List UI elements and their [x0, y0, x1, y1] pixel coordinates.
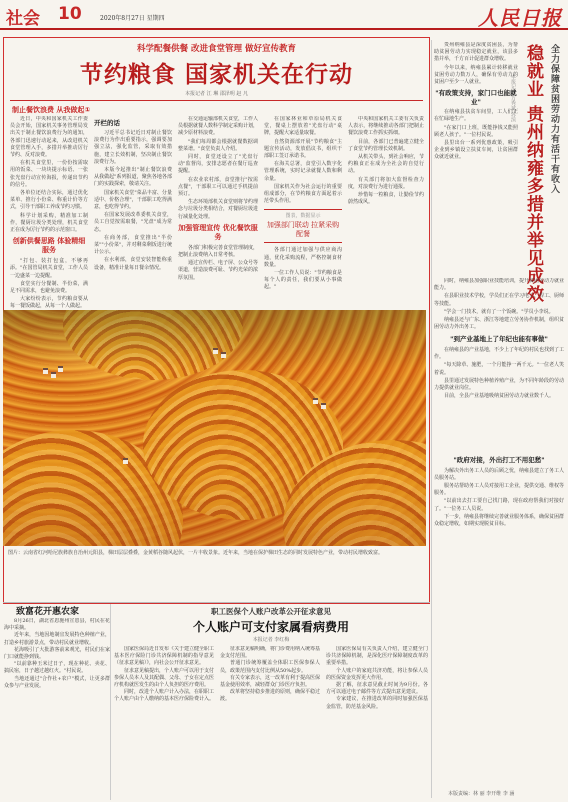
paragraph: 县里出台一系列优惠政策，吸引企业到乡镇设立扶贫车间，让贫困群众就近就业。	[434, 140, 518, 161]
paragraph: 国家医保局近日发布《关于建立健全职工基本医疗保险门诊共济保障机制的指导意见（征求意见稿）》，向社会公开征求意见。	[114, 646, 214, 667]
page-number: 10	[58, 4, 82, 24]
paragraph: 各部门通过加强与供应商沟通，优化采购流程，严格控制食材数量。	[264, 247, 342, 268]
paragraph: 在国家发展改革委机关食堂，员工自觉按需取餐，"光盘"成为常态。	[94, 212, 172, 233]
paragraph: 在海关总署，食堂引入数字化管理系统，实时记录就餐人数和剩余量。	[264, 161, 342, 182]
paragraph: 普通门诊统筹覆盖全体职工医保参保人员，政策范围内支付比例从50%起步。	[220, 660, 320, 674]
paragraph: 在国家林业和草原局机关食堂，餐桌上摆放着"光盘行动"桌牌，提醒大家适量取餐。	[264, 116, 342, 137]
paragraph: 在纳雍县扶贫车间里，工人们正在忙碌地生产。	[434, 109, 518, 123]
sidebar-headline: 稳就业 贵州纳雍多措并举见成效	[523, 44, 543, 303]
paragraph: 科学计划采购，精准加工制作，餐厨垃圾分类处理，机关食堂正在成为厉行节约的示范窗口。	[10, 212, 88, 234]
paragraph: 近日，中央和国家机关工作委员会开始，国家机关事务管理局发出关于制止餐饮浪费行为的通知，各部门迅速行动起来，从改进机关食堂管理入手，多措并举推动厉行节约、反对浪费。	[10, 116, 88, 159]
paragraph: 在水利部，食堂安装智能称重设备，精准计量每日餐余情况。	[94, 257, 172, 271]
sidebar-subheading: "政府对接，外出打工不用犯愁"	[453, 456, 545, 464]
paragraph: 国家医保局有关负责人介绍，建立健全门诊共济保障机制，是深化医疗保障制度改革的重要举措。	[326, 646, 428, 667]
paragraph: 目前，全县产业基地吸纳贫困劳动力就业数千人。	[444, 393, 555, 400]
paragraph: 改革将坚持稳步推进的原则，确保平稳过渡。	[220, 689, 320, 703]
paragraph: 在纳雍县的产业基地，不少上了年纪的村民也找到了工作。	[434, 346, 564, 361]
paragraph: 本版今起推出"制止餐饮浪费 从我做起"系列报道，聚焦各地各部门的实践探索，敬请关注。	[94, 167, 172, 188]
sidebar-column-1	[434, 42, 518, 274]
paragraph: 习近平总书记近日对制止餐饮浪费行为作出重要指示，强调要加强立法，强化监管，采取有效措施，建立长效机制，坚决制止餐饮浪费行为。	[94, 130, 172, 165]
paragraph: "每天除草、施肥，一个月能挣一两千元。"一位老人笑着说。	[434, 362, 564, 376]
paragraph: 为解决外出务工人员的后顾之忧，纳雍县建立了务工人员服务站。	[434, 467, 564, 481]
paragraph: "学会一门技术，就有了一个饭碗。"学员小李说。	[444, 308, 554, 315]
paragraph: 一位工作人员说："节约粮食是每个人的责任，我们要从小事做起。"	[264, 270, 342, 291]
paragraph: 县里通过发展特色种植养殖产业，为不同年龄段的劳动力提供就业岗位。	[434, 377, 564, 391]
paragraph: 国家机关食堂"菜品丰富、分量适中、价格合理"，干部职工吃得满意，也吃得节约。	[94, 189, 172, 211]
paragraph: 珍惜每一粒粮食，让勤俭节约蔚然成风。	[348, 192, 424, 206]
paragraph: 贵州纳雍县是深度贫困县，为帮助贫困劳动力实现稳定就业，该县多措并举，千方百计促进群众增收。	[434, 42, 518, 63]
paragraph: 中央和国家机关工委有关负责人表示，将继续推动各部门把制止餐饮浪费工作抓实抓细。	[348, 116, 424, 137]
paragraph: 国家机关作为社会运行的重要组成部分，在节约粮食方面起着示范带头作用。	[264, 183, 342, 205]
paragraph: 生态环境部机关食堂则将节约理念与垃圾分类相结合，对餐厨垃圾进行减量化处理。	[178, 199, 258, 220]
paragraph: 在农业农村部，食堂推行"按需点餐"，干部职工可以通过手机提前预订。	[178, 176, 258, 198]
paragraph: 目前，各部门已普遍建立健全了食堂节约管理长效机制。	[348, 138, 424, 152]
newspaper-logo: 人民日报	[478, 6, 562, 30]
paragraph: 有关部门将加大监督检查力度，对浪费行为进行通报。	[348, 176, 424, 190]
sidebar-byline: 本报记者 万秀斌 苏滨	[510, 74, 516, 123]
paragraph: 各部门积极完善食堂管理制度，把制止浪费纳入日常考核。	[178, 244, 258, 259]
pull-quote	[264, 209, 342, 243]
paragraph: 今年以来，纳雍县累计转移就业贫困劳动力数万人，确保有劳动力的贫困户至少一人就业。	[434, 64, 518, 86]
paragraph: 食堂实行分餐制、半份菜，满足不同需求，也避免浪费。	[10, 280, 88, 295]
paragraph: 近年来，当地因地制宜发展特色种植产业，打造乡村旅游景点，带动村民就业增收。	[4, 632, 110, 646]
paragraph: 同时，食堂还设立了"光盘行动"监督岗，安排志愿者在餐厅巡查提醒。	[178, 154, 258, 175]
paragraph: 征求意见稿明确，将门诊费用纳入统筹基金支付范围。	[220, 646, 320, 660]
pull-quote-caption: 图表，数据显示	[285, 213, 321, 220]
bottom-divider	[3, 602, 430, 603]
column-opener-heading: 开栏的话	[94, 119, 120, 127]
pull-quote-text: 加强部门联动 拉紧采购配餐	[266, 221, 340, 239]
paragraph: "以前靠种玉米过日子，现在种花、卖花、搞民宿，日子越过越红火。"村民说。	[4, 661, 110, 675]
paragraph: "打包、装打包盒，不够再添。"在国管局机关食堂，工作人员一边盛菜一边提醒。	[10, 258, 88, 279]
paragraph: 在县职业技术学校，学员们正在学习电工、焊工、厨师等技能。	[434, 293, 564, 307]
bottom-story-column-2	[220, 646, 320, 798]
paragraph: 个人账户的家庭共济功能，将让参保人员的医保资金发挥更大作用。	[326, 667, 428, 681]
bottom-left-title: 致富花开惠农家	[16, 607, 80, 617]
sidebar-column-3	[434, 452, 564, 786]
feature-divider	[10, 100, 423, 101]
bottom-story-title: 个人账户可支付家属看病费用	[192, 620, 349, 634]
paragraph: 从机关带头，到社会响应，节约粮食正在成为全社会的自觉行动。	[348, 154, 424, 175]
series-tag: 制止餐饮浪费 从我做起①	[12, 106, 91, 114]
bottom-story-byline: 本报记者 李红梅	[252, 637, 290, 643]
paragraph: 在机关食堂里，一份份按需取用的饭菜、一块块提示标语、一张张光盘行动宣传海报，传递出节约的信号。	[10, 160, 88, 188]
masthead	[0, 0, 568, 30]
feature-byline: 本报记者 江 琳 邵泽明 赵 凡	[185, 91, 248, 97]
sidebar-divider	[431, 40, 432, 798]
bottom-left-body	[4, 618, 110, 798]
paragraph: "在家门口上班，既能挣钱又能照顾老人孩子。"一位村民说。	[434, 124, 518, 138]
paragraph: 大家纷纷表示，节约粮食要从每一餐饭做起，从每一个人做起。	[10, 296, 88, 310]
sidebar-kicker: 全力保障贫困劳动力有活干有收入	[549, 44, 559, 194]
feature-kicker: 科学配餐供餐 改进食堂管理 做好宣传教育	[137, 44, 296, 54]
paragraph: 各单位还结合实际，通过优化菜单、推行小份菜、称重计价等方式，引导干部职工养成节约习惯。	[10, 190, 88, 211]
column-divider	[110, 604, 111, 800]
paragraph: "我们每周都会根据就餐数据调整菜谱。"食堂负责人介绍。	[178, 138, 258, 152]
paragraph: 专家建议，在推进改革的同时加强医保基金监管，防范基金风险。	[326, 696, 428, 710]
section-heading: 加强管理宣传 优化餐饮服务	[178, 223, 258, 241]
photo-caption: 图片：云南省红河哈尼族彝族自治州元阳县，梯田层层叠叠，金黄稻谷随风起伏，一片丰收景象。近年来，当地在保护梯田生态的同时发展特色产业，带动村民增收致富。	[8, 550, 384, 556]
paragraph: "以前出去打工要自己找门路，现在政府帮我们对接好了。"一位务工人员说。	[434, 498, 564, 512]
paragraph: 在商务部，食堂推出"半份菜""小份菜"，并对剩菜剩饭进行统计公示。	[94, 234, 172, 256]
paragraph: 自然资源部开展"节约粮食"主题宣传活动，发放倡议书，组织干部职工签订承诺书。	[264, 138, 342, 160]
paragraph: 同时，改进个人账户计入办法，在职职工个人账户由个人缴纳的基本医疗保险费计入。	[114, 689, 214, 703]
bottom-story-column-3	[326, 646, 428, 798]
issue-date: 2020年8月27日 星期四	[100, 15, 165, 22]
feature-headline: 节约粮食 国家机关在行动	[79, 62, 353, 88]
bottom-story-column-1	[114, 646, 214, 798]
bottom-story-kicker: 职工医保个人账户改革公开征求意见	[211, 607, 331, 616]
paragraph: 有关专家表示，这一改革有利于提高医保基金使用效率，减轻群众门诊医疗负担。	[220, 674, 320, 689]
sidebar-column-2	[434, 278, 564, 448]
sidebar-subheading: "有政策支持，家门口也能就业"	[435, 89, 517, 106]
paragraph: 纳雍县还与广东、浙江等地建立劳务协作机制，组织贫困劳动力外出务工。	[434, 317, 564, 331]
sidebar-subheading: "到产业基地上了年纪也能有事做"	[450, 335, 548, 344]
paragraph: 征求意见稿提出，个人账户可以用于支付参保人员本人及其配偶、父母、子女在定点医疗机构就医发生的由个人负担的医疗费用。	[114, 667, 214, 689]
paragraph: 同时，纳雍县加强职业技能培训，提升贫困劳动力就业能力。	[434, 278, 564, 292]
paragraph: 花海吸引了大批游客前来观光，村民们在家门口就能挣到钱。	[4, 646, 110, 661]
section-name: 社会	[6, 9, 40, 29]
editor-credit: 本版责编：林 丽 李开维 李 涵	[448, 791, 515, 797]
paragraph: 服务站帮助务工人员对接用工企业，提供交通、维权等服务。	[434, 482, 564, 497]
paragraph: 在交通运输部机关食堂，工作人员根据就餐人数科学制定采购计划，减少原材料浪费。	[178, 116, 258, 137]
paragraph: 通过宣传栏、电子屏、公众号等渠道，营造浪费可耻、节约光荣的浓厚氛围。	[178, 260, 258, 281]
paragraph: 下一步，纳雍县将继续完善就业服务体系，确保贫困群众稳定增收，如期实现脱贫目标。	[434, 513, 564, 527]
paragraph: 据了解，征求意见截止时间为9月份。各方可以通过电子邮件等方式提出意见建议。	[326, 682, 428, 696]
paragraph: 8月26日，湖北省恩施州宣恩县，村民在花海中采摘。	[4, 618, 110, 632]
terrace-photo	[3, 310, 426, 546]
section-heading: 创新供餐思路 体验精细服务	[12, 237, 86, 255]
paragraph: 当地还通过"合作社+农户"模式，让更多群众参与产业发展。	[4, 675, 110, 689]
